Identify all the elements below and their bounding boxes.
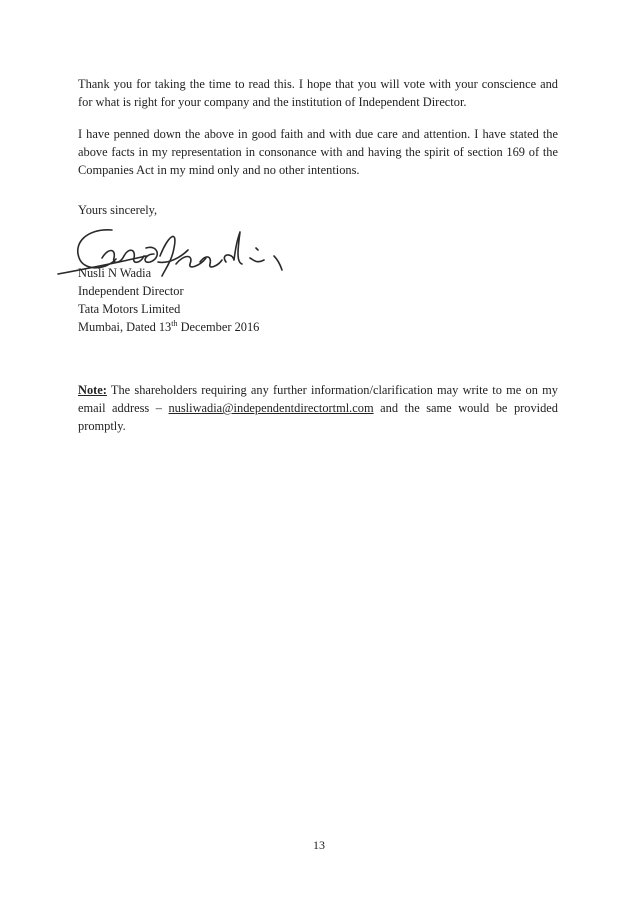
closing-salutation: Yours sincerely, bbox=[78, 203, 158, 217]
note-text-after: and the same would be provided promptly. bbox=[78, 401, 558, 433]
page-number: 13 bbox=[313, 838, 325, 852]
signatory-title: Independent Director bbox=[78, 284, 184, 298]
signatory-date bbox=[78, 318, 259, 336]
date-ordinal-suffix: th bbox=[171, 318, 178, 328]
paragraph-thank-you: Thank you for taking the time to read this. I hope that you will vote with your conscience and for what is right for your company and the institution of Independent Director. bbox=[78, 77, 558, 109]
signatory-block bbox=[78, 264, 259, 336]
email-link[interactable]: nusliwadia@independentdirectortml.com bbox=[168, 401, 374, 415]
date-rest: December 2016 bbox=[177, 320, 260, 334]
signatory-name: Nusli N Wadia bbox=[78, 266, 152, 280]
note-text-before: The shareholders requiring any further information/clarification may write to me on my email address – bbox=[78, 383, 558, 415]
note-paragraph bbox=[78, 381, 558, 435]
note-label: Note: bbox=[78, 383, 107, 397]
date-prefix: Mumbai, Dated 13 bbox=[78, 320, 172, 334]
paragraph-good-faith: I have penned down the above in good faith and with due care and attention. I have stated the above facts in my representation in consonance with and having the spirit of section 169 of the Companies Act in my mind only and no other intentions. bbox=[78, 127, 558, 177]
signatory-company: Tata Motors Limited bbox=[78, 302, 181, 316]
